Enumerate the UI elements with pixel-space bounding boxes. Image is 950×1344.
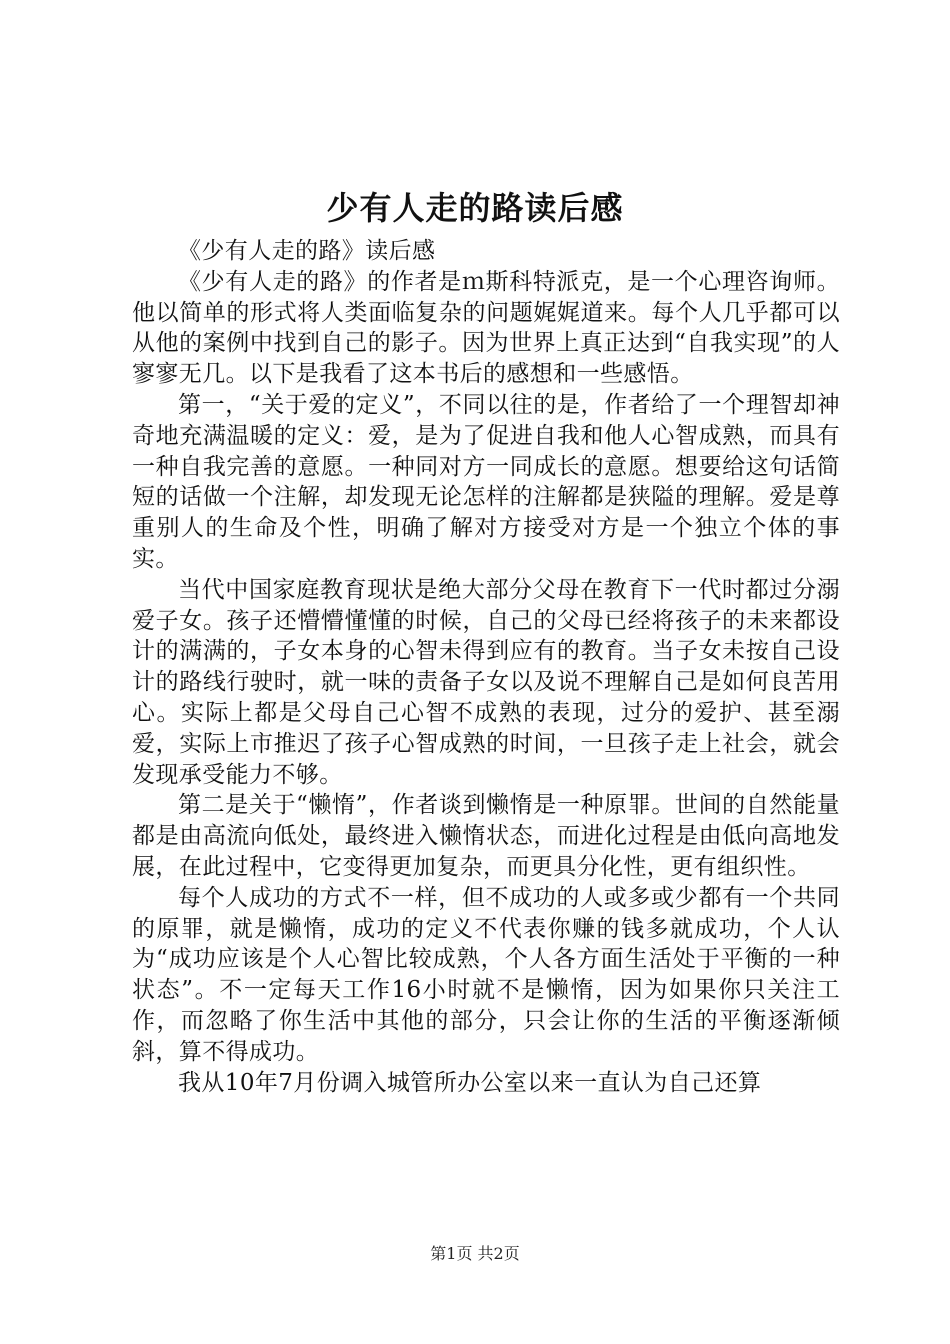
paragraph: 当代中国家庭教育现状是绝大部分父母在教育下一代时都过分溺爱子女。孩子还懵懵懂懂的时候，自己的父母已经将孩子的未来都设计的满满的，子女本身的心智未得到应有的教育。当子女未按自己设计的路线行驶时，就一味的责备子女以及说不理解自己是如何良苦用心。实际上都是父母自己心智不成熟的表现，过分的爱护、甚至溺爱，实际上市推迟了孩子心智成熟的时间，一旦孩子走上社会，就会发现承受能力不够。: [132, 576, 840, 788]
page-footer: 第1页 共2页: [430, 1244, 520, 1263]
document-title: 少有人走的路读后感: [326, 189, 624, 227]
paragraph-subtitle: 《少有人走的路》读后感: [178, 238, 436, 264]
paragraph: 每个人成功的方式不一样，但不成功的人或多或少都有一个共同的原罪，就是懒惰，成功的定义不代表你赚的钱多就成功，个人认为“成功应该是个人心智比较成熟，个人各方面生活处于平衡的一种状态”。不一定每天工作16小时就不是懒惰，因为如果你只关注工作，而忽略了你生活中其他的部分，只会让你的生活的平衡逐渐倾斜，算不得成功。: [132, 884, 840, 1065]
paragraph: 我从10年7月份调入城管所办公室以来一直认为自己还算: [178, 1069, 762, 1096]
paragraph: 第一，“关于爱的定义”，不同以往的是，作者给了一个理智却神奇地充满温暖的定义：爱，是为了促进自我和他人心智成熟，而具有一种自我完善的意愿。一种同对方一同成长的意愿。想要给这句话简短的话做一个注解，却发现无论怎样的注解都是狭隘的理解。爱是尊重别人的生命及个性，明确了解对方接受对方是一个独立个体的事实。: [132, 391, 840, 572]
document-body: [132, 236, 840, 1098]
paragraph: 《少有人走的路》的作者是ｍ斯科特派克，是一个心理咨询师。他以简单的形式将人类面临复杂的问题娓娓道来。每个人几乎都可以从他的案例中找到自己的影子。因为世界上真正达到“自我实现”的人寥寥无几。以下是我看了这本书后的感想和一些感悟。: [132, 268, 840, 388]
paragraph: 第二是关于“懒惰”，作者谈到懒惰是一种原罪。世间的自然能量都是由高流向低处，最终进入懒惰状态，而进化过程是由低向高地发展，在此过程中，它变得更加复杂，而更具分化性，更有组织性。: [132, 792, 840, 880]
